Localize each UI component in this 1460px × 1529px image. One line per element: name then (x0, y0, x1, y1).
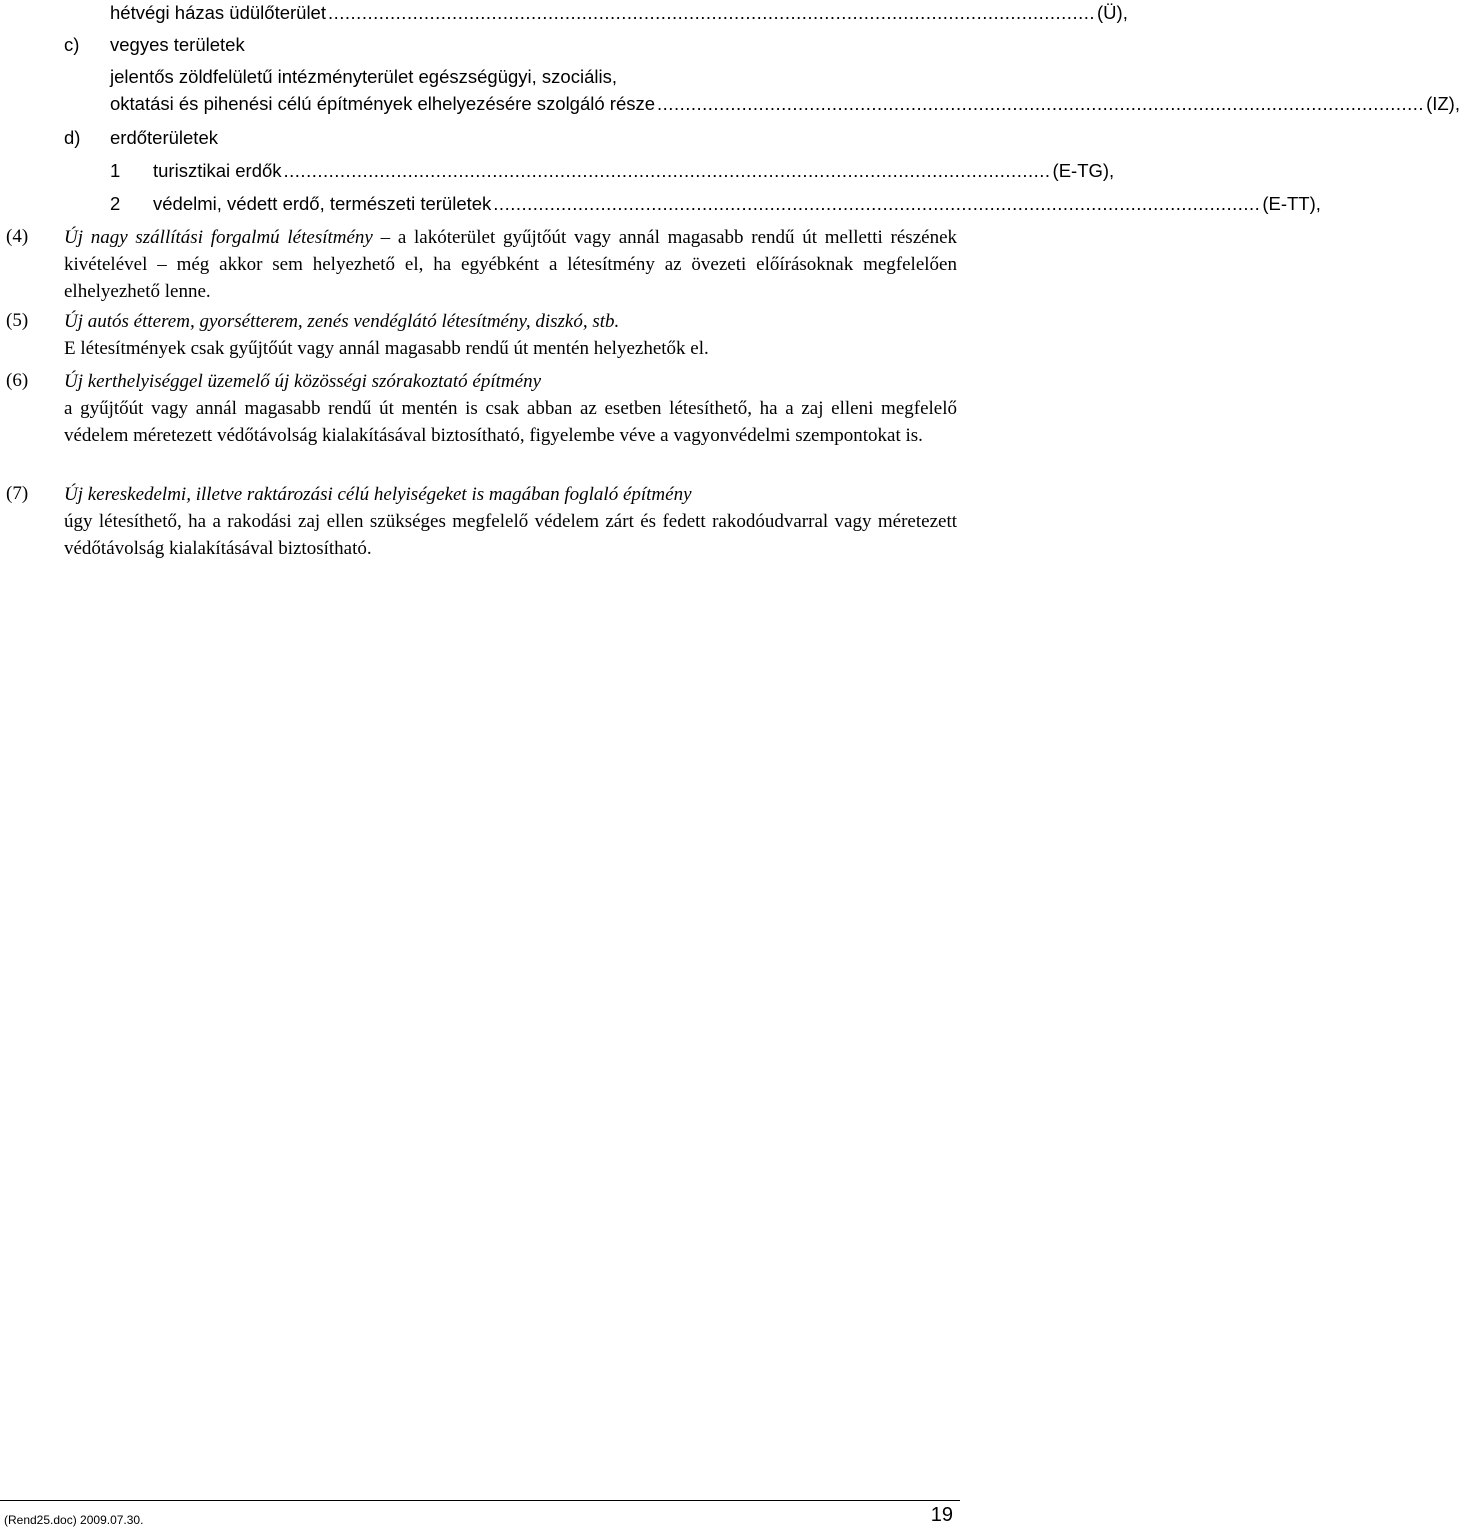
list-item-c-line2 (110, 93, 1460, 115)
paragraph-title: Új kerthelyiséggel üzemelő új közösségi szórakoztató építmény (64, 371, 542, 392)
paragraph-number-7: (7) (6, 483, 29, 504)
paragraph-number-4: (4) (6, 226, 29, 247)
zone-code: (Ü), (1097, 2, 1128, 23)
zone-code: (E-TG), (1052, 160, 1115, 181)
paragraph-4 (64, 224, 957, 305)
list-item-c: vegyes területek (110, 34, 245, 55)
paragraph-body: a gyűjtőút vagy annál magasabb rendű út mentén is csak abban az esetben létesíthető, ha a zaj elleni megfelelő védelem méretezett védőtávolság kialakításával biztosítható, figyelembe véve a vagyonvédelmi szempontokat is. (64, 398, 957, 446)
footer-rule (0, 1500, 960, 1501)
list-num-d2: 2 (110, 193, 121, 214)
list-item-text: oktatási és pihenési célú építmények elhelyezésére szolgáló része (110, 93, 656, 114)
leader-dots: ........................................................................................................................................ (283, 160, 1051, 181)
page-number: 19 (930, 1504, 953, 1526)
paragraph-body: E létesítmények csak gyűjtőút vagy annál magasabb rendű út mentén helyezhetők el. (64, 338, 709, 359)
paragraph-number-6: (6) (6, 370, 29, 391)
paragraph-title: Új nagy szállítási forgalmú létesítmény (64, 227, 373, 248)
list-item-d: erdőterületek (110, 127, 218, 148)
list-item-d1 (153, 160, 1115, 182)
list-item-holiday (110, 2, 1128, 24)
zone-code: (E-TT), (1262, 193, 1321, 214)
list-num-d1: 1 (110, 160, 121, 181)
paragraph-body: úgy létesíthető, ha a rakodási zaj ellen szükséges megfelelő védelem zárt és fedett rakodóudvarral vagy méretezett védőtávolság kialakításával biztosítható. (64, 511, 957, 559)
paragraph-7 (64, 481, 957, 562)
zone-code: (IZ), (1426, 93, 1460, 114)
leader-dots: ........................................................................................................................................ (327, 2, 1096, 23)
list-label-d: d) (64, 127, 81, 148)
list-item-text: turisztikai erdők (153, 160, 282, 181)
paragraph-title: Új autós étterem, gyorsétterem, zenés vendéglátó létesítmény, diszkó, stb. (64, 311, 620, 332)
footer-document-info: (Rend25.doc) 2009.07.30. (4, 1513, 144, 1527)
list-item-text: hétvégi házas üdülőterület (110, 2, 326, 23)
list-item-text: védelmi, védett erdő, természeti területek (153, 193, 492, 214)
leader-dots: ........................................................................................................................................ (657, 93, 1425, 114)
paragraph-number-5: (5) (6, 310, 29, 331)
paragraph-title: Új kereskedelmi, illetve raktározási célú helyiségeket is magában foglaló építmény (64, 484, 692, 505)
paragraph-5 (64, 308, 957, 362)
list-item-c-line1: jelentős zöldfelületű intézményterület egészségügyi, szociális, (110, 66, 617, 87)
leader-dots: ........................................................................................................................................ (493, 193, 1261, 214)
list-item-d2 (153, 193, 1321, 215)
paragraph-6 (64, 368, 957, 449)
list-label-c: c) (64, 34, 80, 55)
paragraph-body: – a lakóterület gyűjtőút vagy annál magasabb rendű út melletti részének kivételével – még akkor sem helyezhető el, ha egyébként a létesítmény az övezeti előírásoknak megfelelően elhelyezhető lenne. (64, 227, 958, 302)
